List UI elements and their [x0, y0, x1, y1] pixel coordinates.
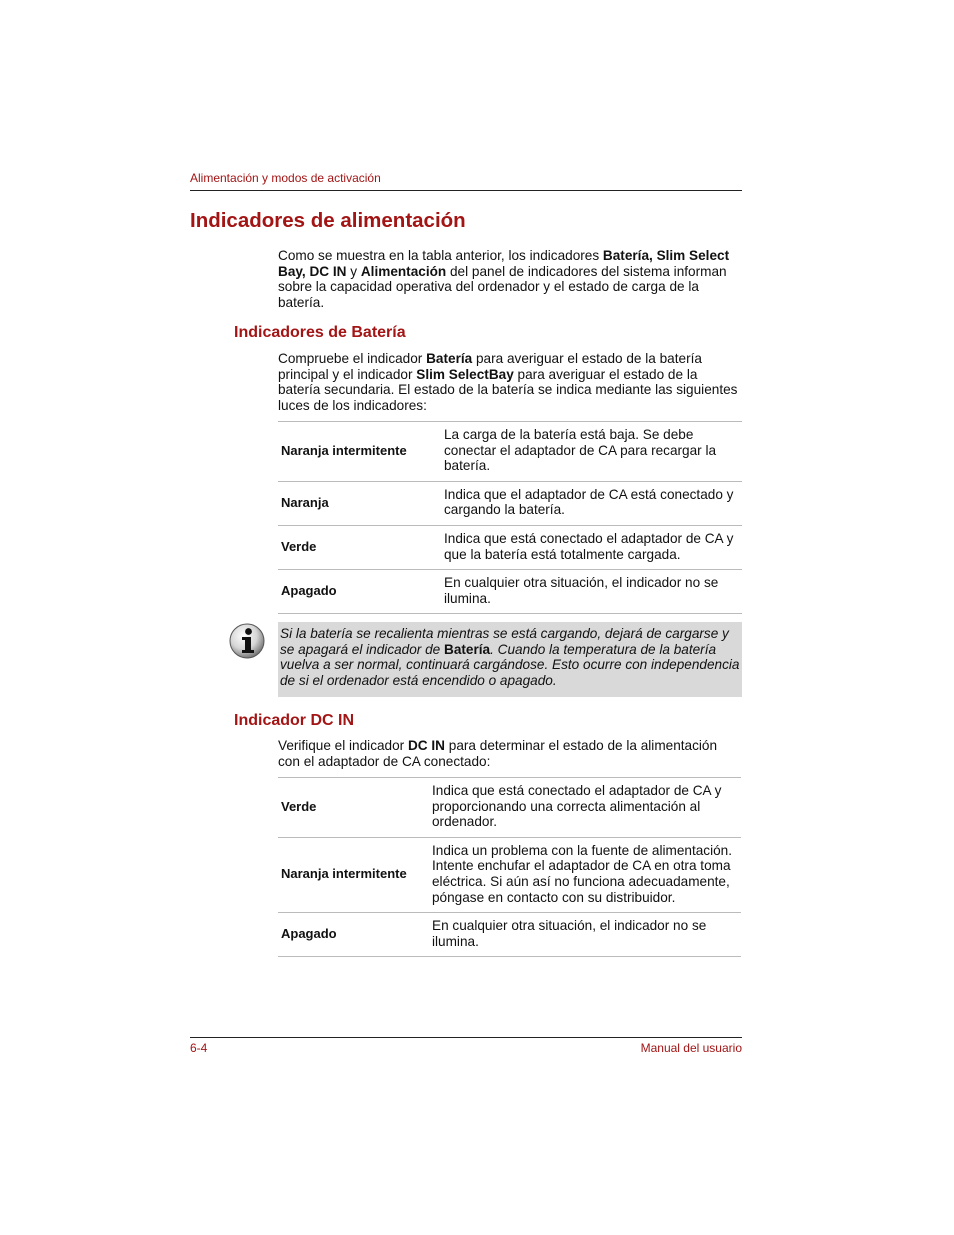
state-description: En cualquier otra situación, el indicador no se ilumina.: [429, 913, 741, 957]
state-label: Apagado: [278, 570, 441, 614]
battery-heading: Indicadores de Batería: [234, 324, 406, 341]
battery-intro: Compruebe el indicador Batería para averiguar el estado de la batería principal y el indicador Slim SelectBay para averiguar el estado de la batería secundaria. El estado de la batería se indica mediante las siguientes luces de los indicadores:: [278, 351, 738, 413]
section-intro: Como se muestra en la tabla anterior, los indicadores Batería, Slim Select Bay, DC IN y Alimentación del panel de indicadores del sistema informan sobre la capacidad operativa del ordenador y el estado de carga de la batería.: [278, 248, 730, 310]
state-description: La carga de la batería está baja. Se debe conectar el adaptador de CA para recargar la batería.: [441, 422, 742, 482]
info-icon: [229, 622, 267, 660]
table-row: [278, 525, 742, 569]
state-description: Indica que el adaptador de CA está conectado y cargando la batería.: [441, 481, 742, 525]
state-label: Verde: [278, 525, 441, 569]
state-label: Naranja intermitente: [278, 422, 441, 482]
section-title: Indicadores de alimentación: [190, 209, 466, 232]
state-label: Verde: [278, 778, 429, 838]
state-label: Naranja intermitente: [278, 837, 429, 912]
table-row: [278, 570, 742, 614]
table-row: [278, 913, 741, 957]
table-row: [278, 778, 741, 838]
table-row: [278, 422, 742, 482]
page-number: 6-4: [190, 1041, 208, 1055]
note-text: Si la batería se recalienta mientras se está cargando, dejará de cargarse y se apagará el indicador de Batería. Cuando la temperatura de la batería vuelva a ser normal, continuará cargándose. Esto ocurre con independencia de si el ordenador está encendido o apagado.: [280, 626, 740, 688]
state-description: Indica un problema con la fuente de alimentación. Intente enchufar el adaptador de CA en otra toma eléctrica. Si aún así no funciona adecuadamente, póngase en contacto con su distribuidor.: [429, 837, 741, 912]
state-label: Apagado: [278, 913, 429, 957]
dcin-intro: Verifique el indicador DC IN para determinar el estado de la alimentación con el adaptador de CA conectado:: [278, 738, 718, 769]
manual-title: Manual del usuario: [640, 1041, 742, 1055]
footer-rule: [190, 1037, 742, 1038]
dcin-table: [278, 777, 741, 957]
state-label: Naranja: [278, 481, 441, 525]
battery-table: [278, 421, 742, 614]
dcin-heading: Indicador DC IN: [234, 712, 355, 729]
header-rule: [190, 190, 742, 191]
table-row: [278, 481, 742, 525]
state-description: En cualquier otra situación, el indicador no se ilumina.: [441, 570, 742, 614]
state-description: Indica que está conectado el adaptador de CA y proporcionando una correcta alimentación al ordenador.: [429, 778, 741, 838]
table-row: [278, 837, 741, 912]
state-description: Indica que está conectado el adaptador de CA y que la batería está totalmente cargada.: [441, 525, 742, 569]
running-header: Alimentación y modos de activación: [190, 171, 381, 185]
